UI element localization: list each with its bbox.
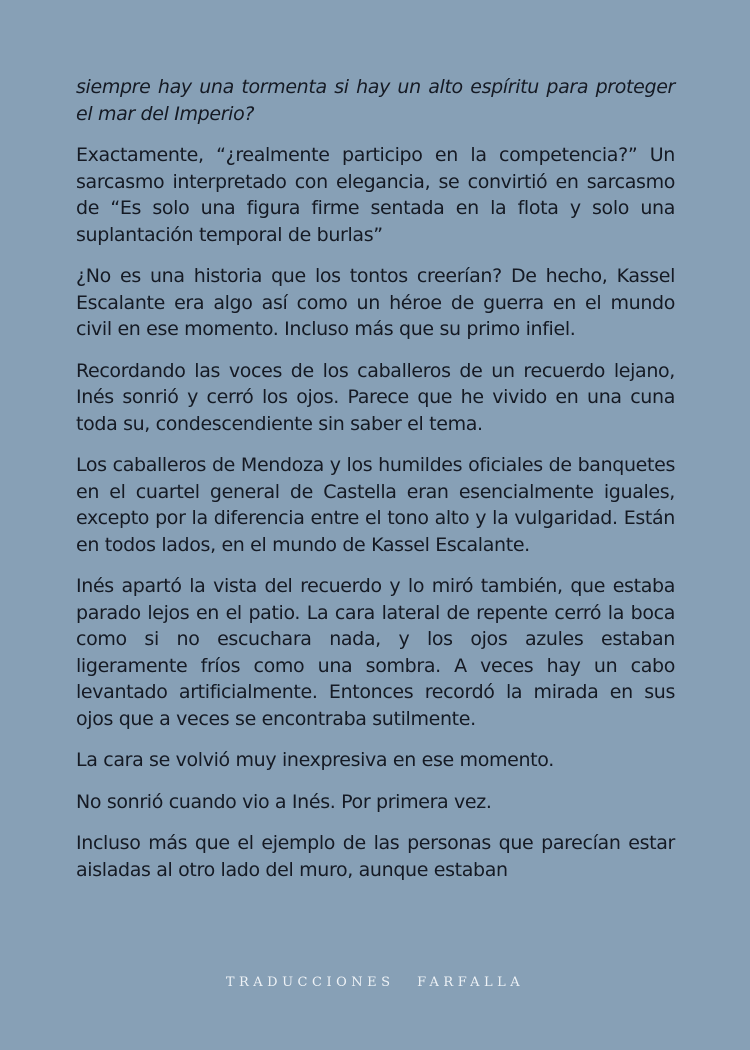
paragraph-6: Inés apartó la vista del recuerdo y lo miró también, que estaba parado lejos en el patio. La cara lateral de repente cerró la boca como si no escuchara nada, y los ojos azules estaban ligeramente fríos como una sombra. A veces hay un cabo levantado artificialmente. Entonces recordó la mirada en sus ojos que a veces se encontraba sutilmente. [76, 575, 675, 730]
paragraph-8: No sonrió cuando vio a Inés. Por primera vez. [76, 790, 492, 813]
footer-credit: TRADUCCIONES FARFALLA [225, 975, 525, 990]
paragraph-2: Exactamente, “¿realmente participo en la competencia?” Un sarcasmo interpretado con elegancia, se convirtió en sarcasmo de “Es solo una figura firme sentada en la flota y solo una suplantación temporal de burlas” [76, 144, 675, 246]
paragraph-4: Recordando las voces de los caballeros de un recuerdo lejano, Inés sonrió y cerró los ojos. Parece que he vivido en una cuna toda su, condescendiente sin saber el tema. [76, 359, 675, 435]
paragraph-7: La cara se volvió muy inexpresiva en ese momento. [76, 749, 554, 771]
paragraph-3: ¿No es una historia que los tontos creerían? De hecho, Kassel Escalante era algo así como un héroe de guerra en el mundo civil en ese momento. Incluso más que su primo infiel. [76, 265, 675, 340]
paragraph-9: Incluso más que el ejemplo de las personas que parecían estar aisladas al otro lado del muro, aunque estaban [76, 832, 675, 881]
paragraph-1: siempre hay una tormenta si hay un alto espíritu para proteger el mar del Imperio? [76, 76, 675, 125]
paragraph-5: Los caballeros de Mendoza y los humildes oficiales de banquetes en el cuartel general de Castella eran esencialmente iguales, excepto por la diferencia entre el tono alto y la vulgaridad. Están en todos lados, en el mundo de Kassel Escalante. [76, 454, 675, 556]
page-body [76, 74, 675, 898]
